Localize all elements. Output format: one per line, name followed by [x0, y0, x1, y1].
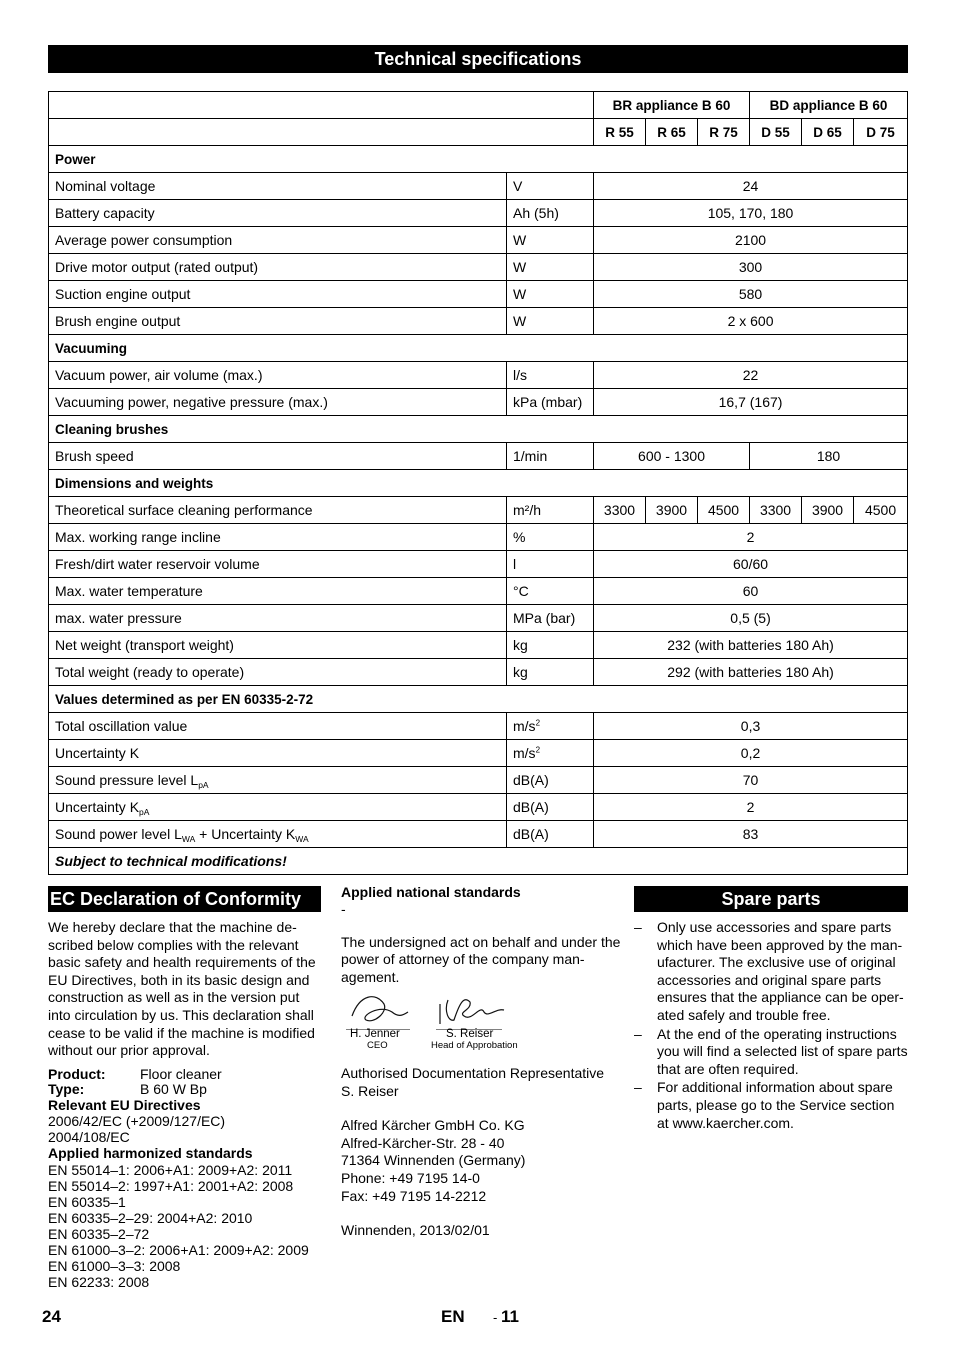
- row-value: 4500: [698, 497, 750, 524]
- table-row: [49, 794, 908, 821]
- row-value: 580: [594, 281, 908, 308]
- unit-text: V: [513, 178, 523, 194]
- unit-text: °C: [513, 583, 529, 599]
- table-header-row: [49, 119, 908, 146]
- label-subscript: WA: [295, 834, 309, 844]
- header-blank: [49, 92, 594, 119]
- group-header: BR appliance B 60: [594, 92, 750, 119]
- representative-line: Authorised Documentation Representative: [341, 1065, 605, 1081]
- unit-text: m²/h: [513, 502, 541, 518]
- section-row: [49, 146, 908, 173]
- unit-text: l: [513, 556, 517, 572]
- label-subscript: pA: [198, 780, 209, 790]
- unit-text: kPa (mbar): [513, 394, 583, 410]
- row-label: [49, 389, 507, 416]
- label-text: Suction engine output: [55, 286, 191, 302]
- unit-text: 1/min: [513, 448, 548, 464]
- section-heading: Cleaning brushes: [49, 416, 908, 443]
- header-blank: [49, 119, 594, 146]
- harmonized-heading: Applied harmonized standards: [48, 1144, 253, 1161]
- directive-item: 2004/108/EC: [48, 1128, 130, 1145]
- table-row: [49, 740, 908, 767]
- unit-text: W: [513, 232, 527, 248]
- address-line: Fax: +49 7195 14-2212: [341, 1187, 487, 1204]
- row-unit: [507, 200, 594, 227]
- table-row: [49, 821, 908, 848]
- signer-2-name: S. Reiser: [446, 1028, 494, 1040]
- table-row: [49, 254, 908, 281]
- row-value: 3300: [750, 497, 802, 524]
- row-value: 2 x 600: [594, 308, 908, 335]
- row-unit: [507, 227, 594, 254]
- label-text: Fresh/dirt water reservoir volume: [55, 556, 260, 572]
- row-value: 180: [750, 443, 908, 470]
- unit-text: m/s: [513, 745, 536, 761]
- address-line: Phone: +49 7195 14-0: [341, 1169, 480, 1186]
- label-text: Max. water temperature: [55, 583, 203, 599]
- harmonized-standard-item: EN 60335–2–29: 2004+A2: 2010: [48, 1210, 253, 1227]
- row-value: 3900: [646, 497, 698, 524]
- label-text: Vacuuming power, negative pressure (max.): [55, 394, 328, 410]
- table-row: [49, 200, 908, 227]
- row-value: 16,7 (167): [594, 389, 908, 416]
- unit-text: l/s: [513, 367, 527, 383]
- row-label: [49, 632, 507, 659]
- signer-2: [431, 1028, 518, 1051]
- row-unit: [507, 497, 594, 524]
- ec-intro: We hereby declare that the machine de-scribed below complies with the relevant basic safety and health requirements of the EU Directives, both in its basic design and construction as well as in the version put into circulation by us. This declaration shall cease to be valid if the machine is modified without our prior approval.: [48, 919, 316, 1059]
- harmonized-standard-item: EN 55014–2: 1997+A1: 2001+A2: 2008: [48, 1178, 294, 1195]
- label-text: Net weight (transport weight): [55, 637, 234, 653]
- label-text: Brush speed: [55, 448, 134, 464]
- row-label: [49, 281, 507, 308]
- page-number: 24: [42, 1307, 61, 1326]
- row-label: [49, 524, 507, 551]
- table-row: [49, 605, 908, 632]
- label-subscript: WA: [181, 834, 196, 844]
- row-label: [49, 713, 507, 740]
- section-heading: Values determined as per EN 60335-2-72: [49, 686, 908, 713]
- model-header: D 75: [854, 119, 908, 146]
- row-label: [49, 659, 507, 686]
- row-unit: [507, 578, 594, 605]
- sub-page-number: - 11: [493, 1307, 519, 1326]
- unit-text: Ah (5h): [513, 205, 559, 221]
- row-unit: [507, 794, 594, 821]
- table-row: [49, 362, 908, 389]
- address-line: Alfred Kärcher GmbH Co. KG: [341, 1117, 525, 1134]
- table-row: [49, 389, 908, 416]
- row-value: 292 (with batteries 180 Ah): [594, 659, 908, 686]
- group-header: BD appliance B 60: [750, 92, 908, 119]
- row-label: [49, 794, 507, 821]
- row-label: [49, 362, 507, 389]
- harmonized-standard-item: EN 62233: 2008: [48, 1274, 150, 1291]
- unit-text: %: [513, 529, 526, 545]
- section-row: [49, 686, 908, 713]
- unit-text: W: [513, 286, 527, 302]
- row-value: 0,3: [594, 713, 908, 740]
- row-unit: [507, 173, 594, 200]
- row-unit: [507, 281, 594, 308]
- language-code: EN: [441, 1307, 465, 1326]
- row-value: 105, 170, 180: [594, 200, 908, 227]
- national-standards-value: -: [341, 900, 346, 917]
- address-line: Alfred-Kärcher-Str. 28 - 40: [341, 1134, 505, 1151]
- company-info: [341, 1065, 626, 1240]
- address-line: 71364 Winnenden (Germany): [341, 1152, 526, 1169]
- signer-1-name: H. Jenner: [350, 1028, 400, 1040]
- unit-text: dB(A): [513, 772, 549, 788]
- label-text: Nominal voltage: [55, 178, 156, 194]
- table-row: [49, 443, 908, 470]
- row-label: [49, 227, 507, 254]
- harmonized-standard-item: EN 55014–1: 2006+A1: 2009+A2: 2011: [48, 1162, 293, 1179]
- product-value: Floor cleaner: [140, 1065, 222, 1082]
- unit-text: dB(A): [513, 826, 549, 842]
- row-unit: [507, 308, 594, 335]
- table-row: [49, 659, 908, 686]
- table-row: [49, 308, 908, 335]
- specifications-table: [48, 91, 908, 875]
- signature-section: [341, 884, 621, 986]
- label-text: Average power consumption: [55, 232, 233, 248]
- row-unit: [507, 632, 594, 659]
- label-text: + Uncertainty K: [195, 826, 296, 842]
- spare-parts: [634, 919, 909, 1133]
- ec-declaration: [48, 919, 320, 1290]
- label-text: Total weight (ready to operate): [55, 664, 245, 680]
- label-text: Vacuum power, air volume (max.): [55, 367, 263, 383]
- row-value: 83: [594, 821, 908, 848]
- signer-2-title: Head of Approbation: [431, 1040, 518, 1051]
- table-row: [49, 767, 908, 794]
- model-header: D 55: [750, 119, 802, 146]
- harmonized-standard-item: EN 60335–1: [48, 1194, 126, 1211]
- row-value: 2100: [594, 227, 908, 254]
- row-value: 600 - 1300: [594, 443, 750, 470]
- row-unit: [507, 362, 594, 389]
- signature-images: [340, 990, 520, 1030]
- label-text: Total oscillation value: [55, 718, 188, 734]
- row-value: 232 (with batteries 180 Ah): [594, 632, 908, 659]
- row-value: 0,2: [594, 740, 908, 767]
- label-text: Sound power level L: [55, 826, 182, 842]
- row-value: 2: [594, 794, 908, 821]
- section-row: [49, 335, 908, 362]
- row-label: [49, 551, 507, 578]
- label-text: Theoretical surface cleaning performance: [55, 502, 313, 518]
- model-header: R 55: [594, 119, 646, 146]
- label-text: Uncertainty K: [55, 799, 140, 815]
- row-value: 22: [594, 362, 908, 389]
- spare-parts-item: – For additional information about spare parts, please go to the Service section at www.kaercher.com.: [634, 1079, 909, 1132]
- label-text: max. water pressure: [55, 610, 182, 626]
- table-row: [49, 713, 908, 740]
- table-row: [49, 227, 908, 254]
- row-label: [49, 173, 507, 200]
- row-value: 60: [594, 578, 908, 605]
- row-unit: [507, 767, 594, 794]
- row-value: 4500: [854, 497, 908, 524]
- directives-heading: Relevant EU Directives: [48, 1096, 201, 1113]
- national-standards-heading: Applied national standards: [341, 884, 521, 900]
- footnote-row: [49, 848, 908, 875]
- product-label: Product:: [48, 1065, 106, 1082]
- row-unit: [507, 605, 594, 632]
- row-label: [49, 821, 507, 848]
- row-label: [49, 308, 507, 335]
- unit-text: W: [513, 259, 527, 275]
- section-heading: Power: [49, 146, 908, 173]
- row-value: 60/60: [594, 551, 908, 578]
- unit-superscript: 2: [535, 745, 541, 755]
- spare-parts-item: – Only use accessories and spare parts which have been approved by the man-ufacturer. The exclusive use of original accessories and original spare parts ensures that the appliance can be oper-ated safely and trouble free.: [634, 919, 909, 1025]
- row-unit: [507, 821, 594, 848]
- unit-superscript: 2: [535, 718, 541, 728]
- label-text: Brush engine output: [55, 313, 181, 329]
- spare-parts-item: – At the end of the operating instructions you will find a selected list of spare parts that are often required.: [634, 1026, 909, 1079]
- section-heading: Dimensions and weights: [49, 470, 908, 497]
- row-label: [49, 200, 507, 227]
- signer-1-title: CEO: [367, 1040, 388, 1051]
- section-row: [49, 416, 908, 443]
- directive-item: 2006/42/EC (+2009/127/EC): [48, 1112, 226, 1129]
- table-row: [49, 632, 908, 659]
- unit-text: dB(A): [513, 799, 549, 815]
- row-value: 3900: [802, 497, 854, 524]
- harmonized-standard-item: EN 60335–2–72: [48, 1226, 150, 1243]
- label-text: Drive motor output (rated output): [55, 259, 259, 275]
- unit-text: m/s: [513, 718, 536, 734]
- page-title: Technical specifications: [48, 45, 908, 73]
- row-label: [49, 497, 507, 524]
- row-value: 0,5 (5): [594, 605, 908, 632]
- row-unit: [507, 659, 594, 686]
- row-value: 300: [594, 254, 908, 281]
- row-label: [49, 767, 507, 794]
- label-text: Max. working range incline: [55, 529, 221, 545]
- table-footnote: Subject to technical modifications!: [49, 848, 908, 875]
- harmonized-standard-item: EN 61000–3–2: 2006+A1: 2009+A2: 2009: [48, 1242, 309, 1259]
- row-value: 70: [594, 767, 908, 794]
- spare-parts-heading: Spare parts: [634, 886, 908, 912]
- place-date: Winnenden, 2013/02/01: [341, 1222, 490, 1239]
- table-row: [49, 173, 908, 200]
- row-value: 3300: [594, 497, 646, 524]
- row-label: [49, 254, 507, 281]
- type-label: Type:: [48, 1081, 85, 1098]
- row-unit: [507, 254, 594, 281]
- row-value: 2: [594, 524, 908, 551]
- row-unit: [507, 443, 594, 470]
- label-text: Sound pressure level L: [55, 772, 199, 788]
- representative-line: S. Reiser: [341, 1082, 399, 1099]
- section-heading: Vacuuming: [49, 335, 908, 362]
- row-unit: [507, 740, 594, 767]
- type-value: B 60 W Bp: [140, 1081, 207, 1098]
- table-row: [49, 281, 908, 308]
- label-subscript: pA: [139, 807, 150, 817]
- label-text: Battery capacity: [55, 205, 155, 221]
- row-label: [49, 740, 507, 767]
- table-row: [49, 578, 908, 605]
- label-text: Uncertainty K: [55, 745, 140, 761]
- ec-declaration-heading: EC Declaration of Conformity: [48, 886, 321, 912]
- row-unit: [507, 389, 594, 416]
- row-label: [49, 443, 507, 470]
- undersigned-text: The undersigned act on behalf and under the power of attorney of the company man-agement.: [341, 933, 621, 985]
- row-label: [49, 578, 507, 605]
- unit-text: kg: [513, 664, 528, 680]
- harmonized-standard-item: EN 61000–3–3: 2008: [48, 1258, 181, 1275]
- model-header: D 65: [802, 119, 854, 146]
- signer-1: [350, 1028, 400, 1051]
- unit-text: W: [513, 313, 527, 329]
- row-unit: [507, 551, 594, 578]
- model-header: R 65: [646, 119, 698, 146]
- section-row: [49, 470, 908, 497]
- row-value: 24: [594, 173, 908, 200]
- row-unit: [507, 713, 594, 740]
- table-row: [49, 497, 908, 524]
- unit-text: kg: [513, 637, 528, 653]
- unit-text: MPa (bar): [513, 610, 576, 626]
- row-unit: [507, 524, 594, 551]
- table-header-row: [49, 92, 908, 119]
- row-label: [49, 605, 507, 632]
- table-row: [49, 524, 908, 551]
- model-header: R 75: [698, 119, 750, 146]
- table-row: [49, 551, 908, 578]
